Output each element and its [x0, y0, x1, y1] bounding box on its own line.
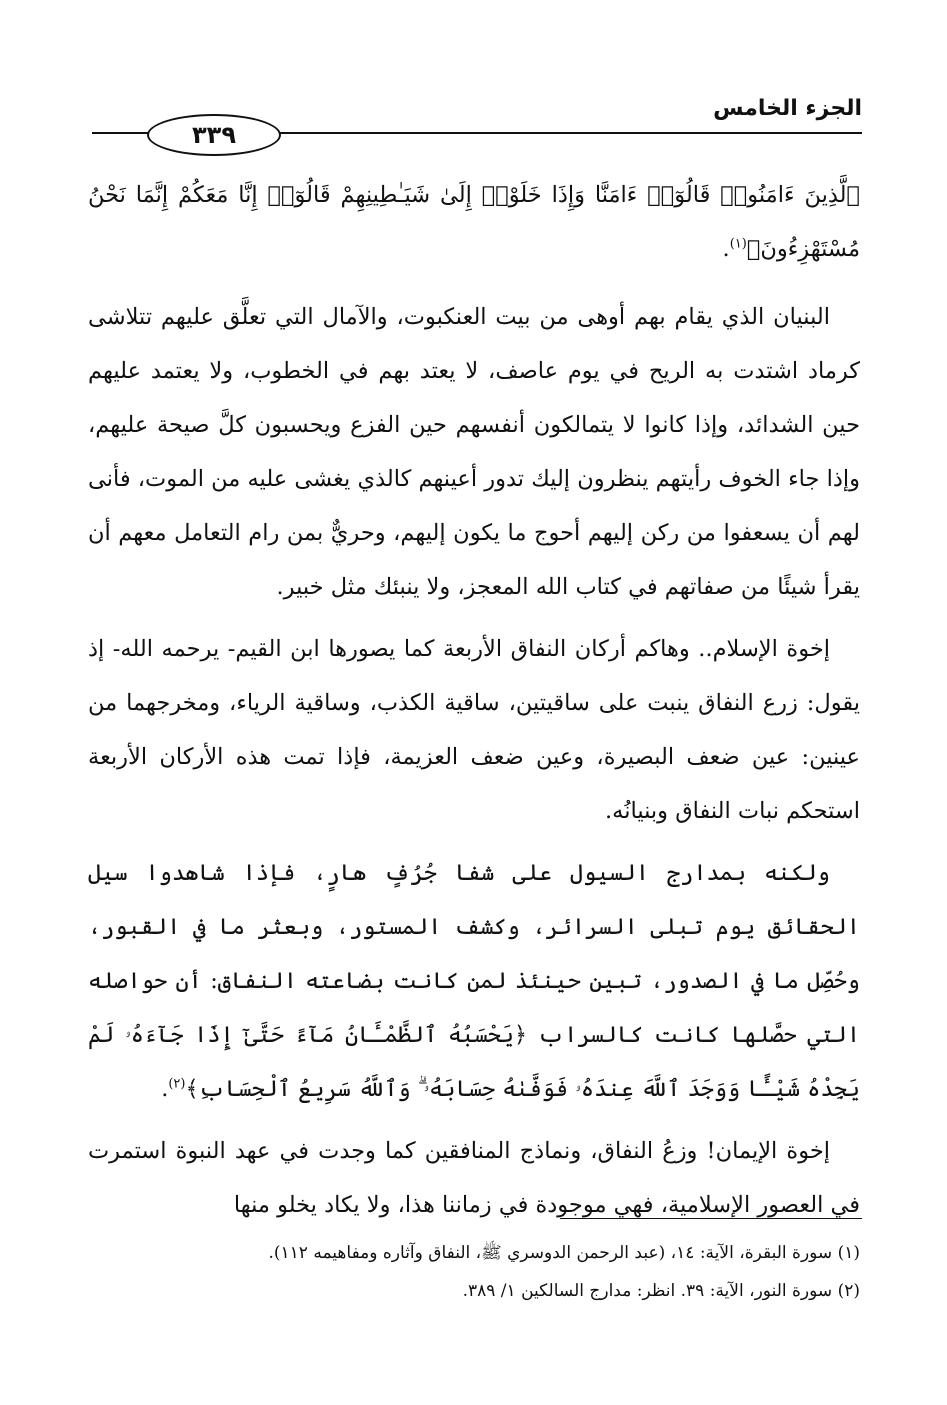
- quran-verse: [88, 168, 860, 276]
- footnote: (٢) سورة النور، الآية: ٣٩. انظر: مدارج السالكين ١/ ٣٨٩.: [462, 1281, 860, 1301]
- verse-text: ٱلَّذِينَ ءَامَنُوا۟ قَالُوٓا۟ ءَامَنَّا وَإِذَا خَلَوْا۟ إِلَىٰ شَيَـٰطِينِهِمْ قَالُوٓا۟ إِنَّا مَعَكُمْ إِنَّمَا نَحْنُ مُسْتَهْزِءُونَ﴾: [88, 182, 860, 262]
- footnotes: [90, 1234, 860, 1310]
- paragraph: البنيان الذي يقام بهم أوهى من بيت العنكبوت، والآمال التي تعلَّق عليهم تتلاشى كرماد اشتدت به الريح في يوم عاصف، لا يعتد بهم في الخطوب، ولا يعتمد عليهم حين الشدائد، وإذا كانوا لا يتمالكون أنفسهم حين الفزع ويحسبون كلَّ صيحة عليهم، وإذا جاء الخوف رأيتهم ينظرون إليك تدور أعينهم كالذي يغشى عليه من الموت، فأنى لهم أن يسعفوا من ركن إليهم أحوج ما يكون إليهم، وحريٌّ بمن رام التعامل معهم أن يقرأ شيئًا من صفاتهم في كتاب الله المعجز، ولا ينبئك مثل خبير.: [88, 304, 860, 600]
- page-body: [88, 168, 860, 1240]
- paragraph: [88, 846, 860, 1116]
- page-header: [92, 92, 862, 152]
- footnote-ref: (١): [729, 236, 747, 252]
- page-number: ٣٣٩: [147, 114, 281, 156]
- footnote-rule: [560, 1218, 862, 1219]
- paragraph-tail: .: [161, 1076, 169, 1102]
- paragraph: إخوة الإسلام.. وهاكم أركان النفاق الأربعة كما يصورها ابن القيم- يرحمه الله- إذ يقول: زرع النفاق ينبت على ساقيتين، ساقية الكذب، وساقية الرياء، ومخرجهما من عينين: عين ضعف البصيرة، وعين ضعف العزيمة، فإذا تمت هذه الأركان الأربعة استحكم نبات النفاق وبنيانُه.: [88, 636, 860, 824]
- paragraph: إخوة الإيمان! وزعُ النفاق، ونماذج المنافقين كما وجدت في عهد النبوة استمرت في العصور الإسلامية، فهي موجودة في زماننا هذا، ولا يكاد يخلو منها: [88, 1138, 860, 1218]
- footnote: (١) سورة البقرة، الآية: ١٤، (عبد الرحمن الدوسري ﷺ، النفاق وآثاره ومفاهيمه ١١٢).: [268, 1243, 860, 1263]
- verse-tail: .: [722, 236, 730, 262]
- footnote-ref: (٢): [168, 1076, 186, 1092]
- paragraph-text: ولكنه بمدارج السيول على شفا جُرُفٍ هارٍ، فإذا شاهدوا سيل الحقائق يوم تبلى السرائر، وكشف المستور، وبعثر ما في القبور، وحُصِّل ما في الصدور، تبين حينئذ لمن كانت بضاعته النفاق: أن حواصله التي حصَّلها كانت كالسراب ﴿يَحْسَبُهُ ٱلظَّمْـَٔانُ مَآءً حَتَّىٰٓ إِذَا جَآءَهُۥ لَمْ يَجِدْهُ شَيْـًٔا وَوَجَدَ ٱللَّهَ عِندَهُۥ فَوَفَّىٰهُ حِسَابَهُۥ ۗ وَٱللَّهُ سَرِيعُ ٱلْحِسَابِ﴾: [88, 860, 860, 1102]
- running-title: الجزء الخامس: [713, 96, 862, 121]
